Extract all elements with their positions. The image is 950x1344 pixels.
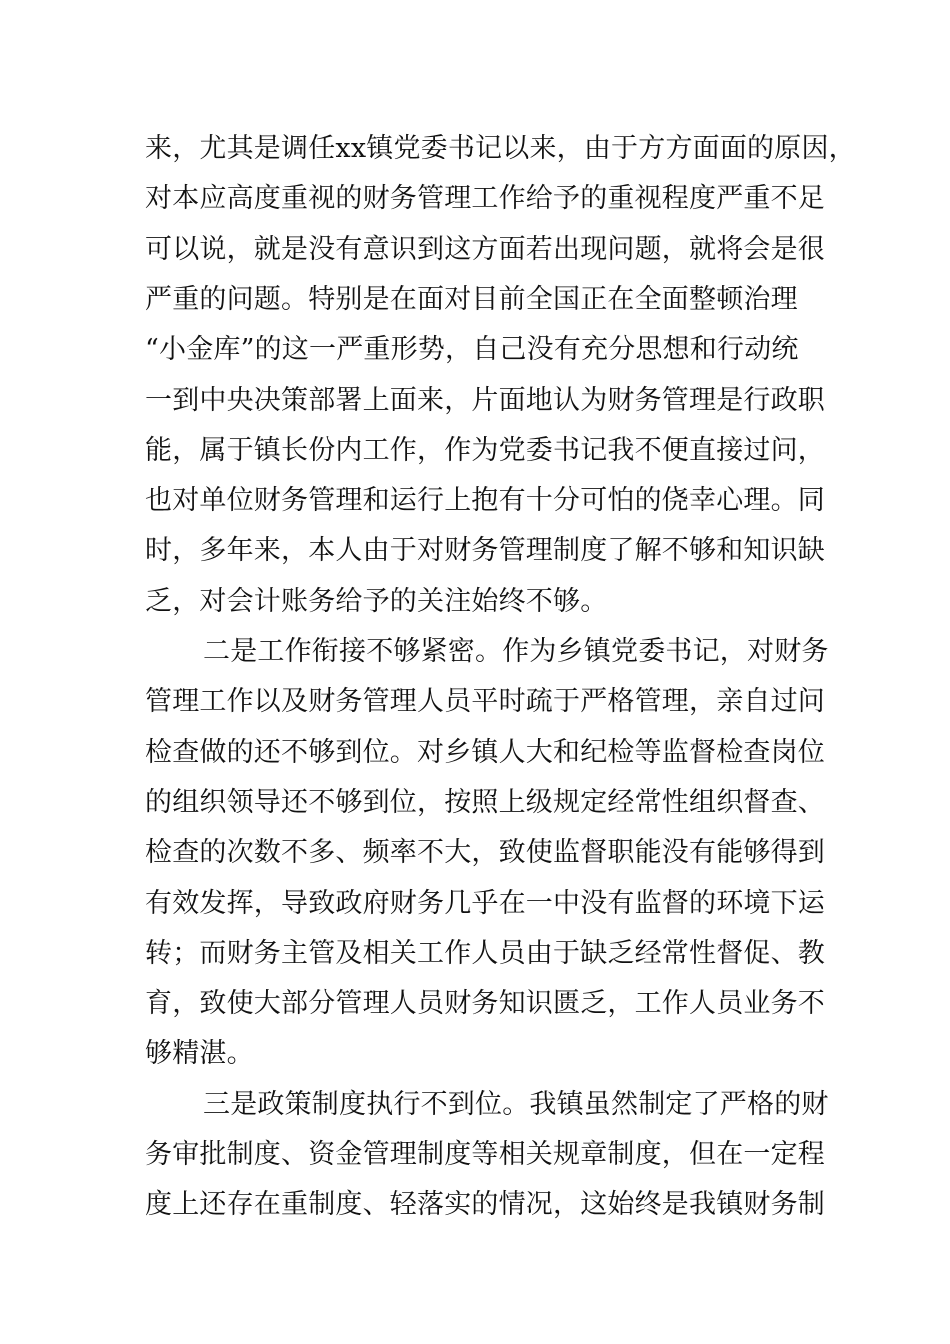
text-line: “小金库”的这一严重形势，自己没有充分思想和行动统 <box>145 334 799 365</box>
text-line: 检查做的还不够到位。对乡镇人大和纪检等监督检查岗位 <box>145 737 825 768</box>
text-line: 能，属于镇长份内工作，作为党委书记我不便直接过问， <box>145 435 825 466</box>
text-line: 二是工作衔接不够紧密。作为乡镇党委书记，对财务 <box>203 636 829 667</box>
text-line: 一到中央决策部署上面来，片面地认为财务管理是行政职 <box>145 385 825 416</box>
text-line: 也对单位财务管理和运行上抱有十分可怕的侥幸心理。同 <box>145 485 825 516</box>
text-line: 可以说，就是没有意识到这方面若出现问题，就将会是很 <box>145 234 825 265</box>
text-line: 务审批制度、资金管理制度等相关规章制度，但在一定程 <box>145 1139 825 1170</box>
text-line: 度上还存在重制度、轻落实的情况，这始终是我镇财务制 <box>145 1189 825 1220</box>
text-line: 的组织领导还不够到位，按照上级规定经常性组织督查、 <box>145 787 825 818</box>
text-line: 严重的问题。特别是在面对目前全国正在全面整顿治理 <box>145 284 798 315</box>
text-line: 来，尤其是调任xx镇党委书记以来，由于方方面面的原因， <box>145 133 856 164</box>
text-line: 管理工作以及财务管理人员平时疏于严格管理，亲自过问 <box>145 686 825 717</box>
text-line: 够精湛。 <box>145 1038 254 1069</box>
text-line: 检查的次数不多、频率不大，致使监督职能没有能够得到 <box>145 837 825 868</box>
text-line: 对本应高度重视的财务管理工作给予的重视程度严重不足 <box>145 183 825 214</box>
text-line: 三是政策制度执行不到位。我镇虽然制定了严格的财 <box>203 1089 829 1120</box>
text-line: 乏，对会计账务给予的关注始终不够。 <box>145 586 608 617</box>
text-line: 有效发挥，导致政府财务几乎在一中没有监督的环境下运 <box>145 888 825 919</box>
text-line: 转；而财务主管及相关工作人员由于缺乏经常性督促、教 <box>145 938 825 969</box>
text-line: 育，致使大部分管理人员财务知识匮乏，工作人员业务不 <box>145 988 825 1019</box>
text-line: 时，多年来，本人由于对财务管理制度了解不够和知识缺 <box>145 535 825 566</box>
